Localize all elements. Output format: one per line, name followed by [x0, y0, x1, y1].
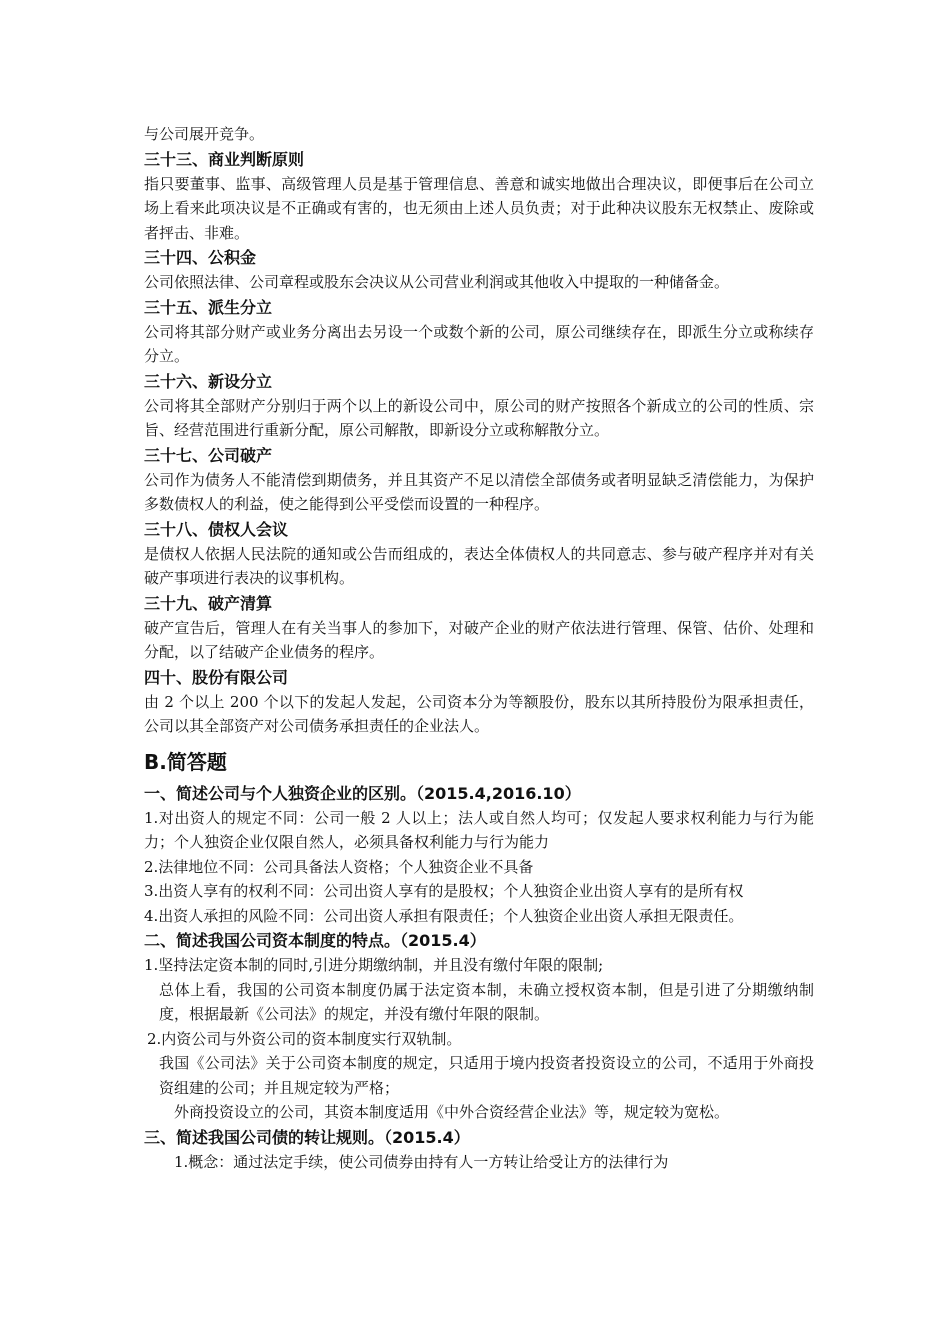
term-heading: 三十五、派生分立: [144, 297, 273, 317]
term-heading: 三十六、新设分立: [144, 371, 273, 391]
term-heading: 三十九、破产清算: [144, 593, 273, 613]
question-heading: 三、简述我国公司债的转让规则。（2015.4）: [144, 1127, 470, 1147]
answer-item: 1.对出资人的规定不同：公司一般 2 人以上；法人或自然人均可；仅发起人要求权利能力与行为能力；个人独资企业仅限自然人，必须具备权利能力与行为能力: [144, 808, 814, 851]
document-page: [144, 122, 814, 1174]
answer-paragraph: 我国《公司法》关于公司资本制度的规定，只适用于境内投资者投资设立的公司，不适用于外商投资组建的公司；并且规定较为严格；: [159, 1054, 814, 1097]
answer-paragraph: 外商投资设立的公司，其资本制度适用《中外合资经营企业法》等，规定较为宽松。: [174, 1103, 730, 1121]
answer-item: 2.法律地位不同：公司具备法人资格；个人独资企业不具备: [144, 857, 534, 876]
paragraph: 公司依照法律、公司章程或股东会决议从公司营业利润或其他收入中提取的一种储备金。: [144, 273, 730, 291]
paragraph: 破产宣告后，管理人在有关当事人的参加下，对破产企业的财产依法进行管理、保管、估价、处理和分配，以了结破产企业债务的程序。: [144, 618, 814, 661]
answer-item: 1.概念：通过法定手续，使公司债券由持有人一方转让给受让方的法律行为: [174, 1152, 669, 1171]
term-heading: 三十七、公司破产: [144, 445, 273, 465]
question-heading: 一、简述公司与个人独资企业的区别。（2015.4,2016.10）: [144, 783, 581, 803]
term-heading: 三十八、债权人会议: [144, 519, 289, 539]
term-heading: 三十四、公积金: [144, 248, 257, 267]
term-heading: 三十三、商业判断原则: [144, 149, 305, 169]
answer-item: 1.坚持法定资本制的同时,引进分期缴纳制，并且没有缴付年限的限制;: [144, 956, 604, 974]
paragraph: 与公司展开竞争。: [144, 125, 265, 143]
question-heading: 二、简述我国公司资本制度的特点。（2015.4）: [144, 931, 486, 950]
answer-item: 4.出资人承担的风险不同：公司出资人承担有限责任；个人独资企业出资人承担无限责任。: [144, 906, 744, 925]
paragraph: 指只要董事、监事、高级管理人员是基于管理信息、善意和诚实地做出合理决议，即便事后在公司立场上看来此项决议是不正确或有害的，也无须由上述人员负责；对于此种决议股东无权禁止、废除或者抨击、非难。: [144, 174, 814, 242]
section-heading: B.简答题: [144, 749, 227, 774]
paragraph: 公司作为债务人不能清偿到期债务，并且其资产不足以清偿全部债务或者明显缺乏清偿能力，为保护多数债权人的利益，使之能得到公平受偿而设置的一种程序。: [144, 470, 814, 513]
paragraph: 公司将其全部财产分别归于两个以上的新设公司中，原公司的财产按照各个新成立的公司的性质、宗旨、经营范围进行重新分配，原公司解散，即新设分立或称解散分立。: [144, 396, 814, 439]
answer-paragraph: 总体上看，我国的公司资本制度仍属于法定资本制，未确立授权资本制，但是引进了分期缴纳制度，根据最新《公司法》的规定，并没有缴付年限的限制。: [159, 980, 814, 1023]
answer-item: 2.内资公司与外资公司的资本制度实行双轨制。: [147, 1029, 462, 1048]
paragraph: 公司将其部分财产或业务分离出去另设一个或数个新的公司，原公司继续存在，即派生分立或称续存分立。: [144, 322, 814, 365]
answer-item: 3.出资人享有的权利不同：公司出资人享有的是股权；个人独资企业出资人享有的是所有权: [144, 882, 744, 900]
paragraph: 是债权人依据人民法院的通知或公告而组成的，表达全体债权人的共同意志、参与破产程序并对有关破产事项进行表决的议事机构。: [144, 544, 814, 587]
paragraph: 由 2 个以上 200 个以下的发起人发起，公司资本分为等额股份，股东以其所持股份为限承担责任，公司以其全部资产对公司债务承担责任的企业法人。: [144, 692, 814, 735]
term-heading: 四十、股份有限公司: [144, 667, 289, 687]
